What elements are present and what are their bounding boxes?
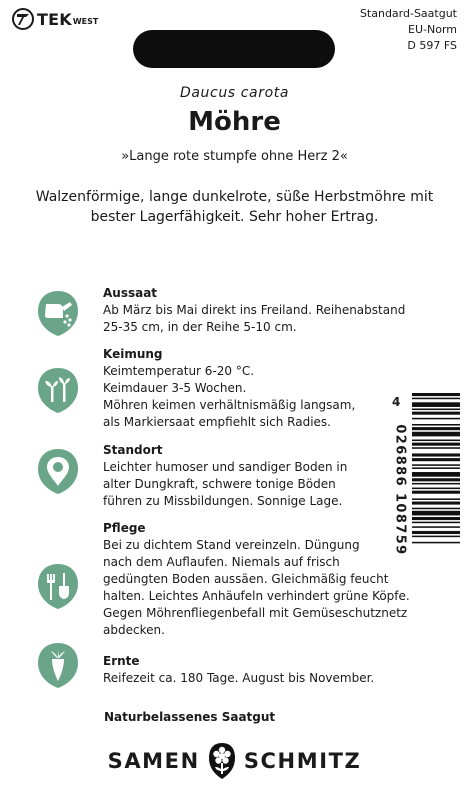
barcode-bar <box>412 517 460 520</box>
barcode-bar <box>412 393 460 396</box>
brand-logo <box>12 8 98 30</box>
barcode-bar <box>412 542 460 544</box>
seedlings-icon <box>34 366 82 414</box>
barcode-bar <box>412 502 460 505</box>
section-line: Keimtemperatur 6-20 °C. <box>103 364 255 378</box>
section-line: Reifezeit ca. 180 Tage. August bis November. <box>103 671 375 685</box>
section-line: als Markiersaat empfiehlt sich Radies. <box>103 415 331 429</box>
section-line: 25-35 cm, in der Reihe 5-10 cm. <box>103 320 297 334</box>
latin-name: Daucus carota <box>179 85 289 101</box>
barcode-bar <box>412 402 460 407</box>
section-line: führen zu Missbildungen. Sonnige Lage. <box>103 494 343 508</box>
barcode-bar <box>412 458 460 461</box>
barcode-digits: 026886 108759 <box>392 424 408 556</box>
hanger-hole <box>133 30 335 68</box>
section-line: nach dem Auflaufen. Niemals auf frisch <box>103 555 340 569</box>
barcode-bar <box>412 536 460 538</box>
section-title: Keimung <box>103 347 163 361</box>
barcode-bar <box>412 478 460 481</box>
watering-can-icon <box>34 289 82 337</box>
barcode-bar <box>412 531 460 534</box>
barcode-bar <box>412 418 460 420</box>
barcode-bar <box>412 483 460 485</box>
section-line: Möhren keimen verhältnismäßig langsam, <box>103 398 356 412</box>
brand-sub: WEST <box>72 17 99 26</box>
logo-word-right: SCHMITZ <box>243 749 362 773</box>
section-title: Ernte <box>103 654 140 668</box>
barcode-first-digit: 4 <box>392 395 401 409</box>
barcode-bar <box>412 511 460 516</box>
section-line: Bei zu dichtem Stand vereinzeln. Düngung <box>103 538 360 552</box>
standard-line-2: EU-Norm <box>408 23 457 36</box>
barcode-bar <box>412 508 460 510</box>
standard-info <box>360 6 457 54</box>
barcode-bar <box>412 467 460 469</box>
barcode-bar <box>412 432 460 437</box>
section-line: alter Dungkraft, schwere tonige Böden <box>103 477 336 491</box>
barcode-bar <box>412 409 460 411</box>
barcode-bar <box>412 488 460 490</box>
barcode-bar <box>412 491 460 494</box>
barcode-bar <box>412 398 460 400</box>
section-keimung <box>103 346 385 431</box>
section-line: abdecken. <box>103 623 165 637</box>
section-title: Aussaat <box>103 286 158 300</box>
section-line: Ab März bis Mai direkt ins Freiland. Reihenabstand <box>103 303 406 317</box>
standard-line-1: Standard-Saatgut <box>359 7 457 20</box>
standard-line-3: D 597 FS <box>407 39 457 52</box>
section-title: Pflege <box>103 521 146 535</box>
barcode-bar <box>412 472 460 477</box>
barcode-bar <box>412 427 460 430</box>
section-line: gedüngten Boden aussäen. Gleichmäßig feucht <box>103 572 389 586</box>
variety-name: »Lange rote stumpfe ohne Herz 2« <box>121 149 348 164</box>
barcode-bar <box>412 447 460 449</box>
tek-logo-icon <box>12 8 34 30</box>
section-title: Standort <box>103 443 163 457</box>
barcode-bar <box>412 453 460 456</box>
section-line: Gegen Möhrenfliegenbefall mit Gemüseschutznetz <box>103 606 408 620</box>
product-name: Möhre <box>188 107 281 137</box>
barcode-bar <box>412 412 460 415</box>
section-standort <box>103 442 385 510</box>
garden-tools-icon <box>34 562 82 610</box>
brand-name: TEK <box>37 9 72 29</box>
section-line: Leichter humoser und sandiger Boden in <box>103 460 348 474</box>
section-ernte <box>103 653 433 687</box>
section-aussaat <box>103 285 433 336</box>
natural-seed-label: Naturbelassenes Saatgut <box>104 710 276 724</box>
section-line: Keimdauer 3-5 Wochen. <box>103 381 247 395</box>
barcode-bar <box>412 522 460 524</box>
section-line: halten. Leichtes Anhäufeln verhindert grüne Köpfe. <box>103 589 410 603</box>
barcode-bar <box>412 443 460 446</box>
barcode-bar <box>412 526 460 528</box>
samen-schmitz-logo <box>0 742 469 780</box>
barcode-bar <box>412 464 460 466</box>
barcode-bar <box>412 440 460 442</box>
carrot-icon <box>34 641 82 689</box>
location-pin-icon <box>34 447 82 495</box>
flower-emblem-icon <box>208 742 236 780</box>
barcode-bar <box>412 424 460 426</box>
product-description: Walzenförmige, lange dunkelrote, süße Herbstmöhre mit bester Lagerfähigkeit. Sehr hoher Ertrag. <box>35 189 434 225</box>
barcode-bar <box>412 498 460 500</box>
logo-word-left: SAMEN <box>107 749 200 773</box>
